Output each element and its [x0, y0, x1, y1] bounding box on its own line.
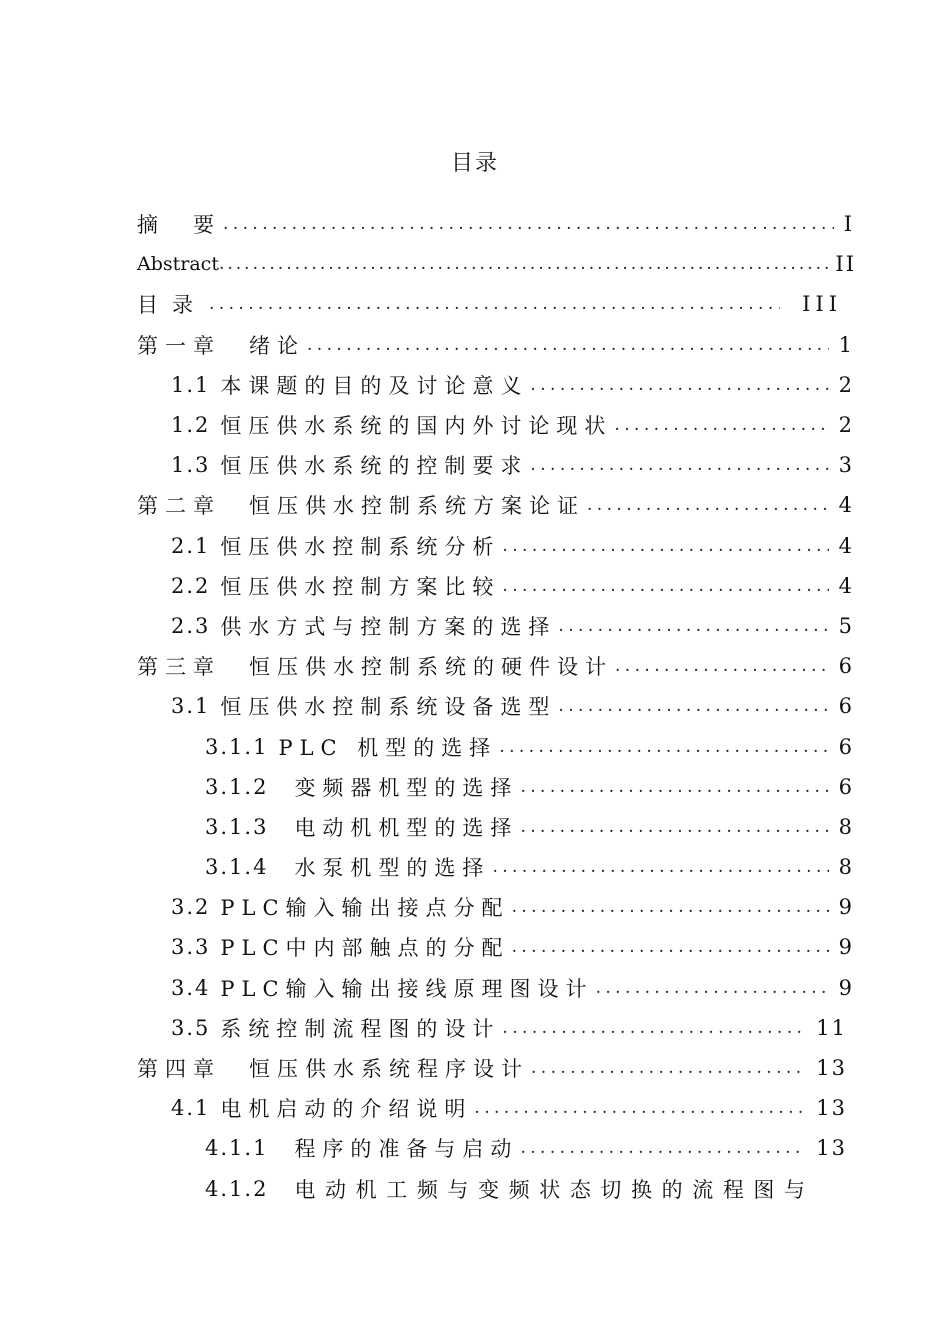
toc-entry[interactable] [0, 686, 950, 726]
toc-entry-number: 1.2 [171, 413, 211, 438]
toc-page-number: 8 [838, 814, 854, 839]
toc-entry[interactable] [0, 606, 950, 646]
toc-leader-dots [502, 576, 828, 596]
toc-entry-label: 系统控制流程图的设计 [220, 1016, 501, 1041]
toc-page-number: 13 [816, 1056, 847, 1081]
toc-leader-dots [307, 335, 829, 355]
toc-entry[interactable] [0, 1169, 950, 1209]
toc-entry[interactable] [0, 284, 950, 324]
toc-leader-dots [512, 937, 829, 957]
toc-page-number: 4 [838, 533, 854, 558]
toc-entry[interactable] [0, 526, 950, 566]
toc-entry-label: 电动机工频与变频状态切换的流程图与 [294, 1177, 815, 1202]
toc-entry-label: 第四章 恒压供水系统程序设计 [137, 1057, 529, 1082]
toc-page-number: 13 [816, 1136, 847, 1161]
toc-entry-label: 恒压供水系统的控制要求 [220, 454, 529, 479]
toc-entry-label: PLC输入输出接线原理图设计 [220, 976, 594, 1001]
toc-entry[interactable] [0, 807, 950, 847]
toc-page-number: III [802, 292, 842, 317]
toc-entry[interactable] [0, 646, 950, 686]
toc-page-number: 6 [838, 774, 854, 799]
toc-entry[interactable] [0, 405, 950, 445]
toc-leader-dots [474, 1098, 806, 1118]
toc-entry-label: 水泵机型的选择 [294, 856, 491, 881]
toc-entry[interactable] [0, 445, 950, 485]
toc-page-number: 4 [838, 573, 854, 598]
toc-entry[interactable] [0, 767, 950, 807]
toc-entry[interactable] [0, 1048, 950, 1088]
toc-leader-dots [558, 696, 828, 716]
toc-entry[interactable] [0, 325, 950, 365]
toc-entry-number: 1.3 [171, 453, 211, 478]
toc-page-number: 13 [816, 1096, 847, 1121]
toc-entry-number: 3.2 [171, 895, 211, 920]
toc-entry[interactable] [0, 204, 950, 244]
toc-leader-dots [520, 777, 828, 797]
toc-leader-dots [209, 294, 780, 314]
toc-entry-label: 程序的准备与启动 [294, 1137, 519, 1162]
toc-entry[interactable] [0, 1088, 950, 1128]
toc-entry[interactable] [0, 968, 950, 1008]
toc-entry-label: 第三章 恒压供水控制系统的硬件设计 [137, 655, 613, 680]
toc-page-number: 5 [838, 613, 854, 638]
toc-leader-dots [502, 536, 828, 556]
toc-page-number: 3 [838, 453, 854, 478]
toc-entry[interactable] [0, 726, 950, 766]
table-of-contents [0, 204, 950, 1209]
toc-leader-dots [223, 214, 834, 234]
toc-entry-number: 2.1 [171, 533, 211, 558]
toc-entry-number: 3.3 [171, 935, 211, 960]
toc-entry[interactable] [0, 485, 950, 525]
toc-page-number: II [835, 252, 856, 277]
toc-entry-label: 恒压供水控制系统分析 [220, 534, 501, 559]
toc-leader-dots [596, 978, 829, 998]
toc-entry[interactable] [0, 887, 950, 927]
toc-leader-dots [530, 375, 828, 395]
toc-leader-dots [520, 1138, 806, 1158]
toc-page-number: 2 [838, 372, 854, 397]
toc-entry-label: 电动机机型的选择 [294, 815, 519, 840]
toc-page-number: 6 [838, 694, 854, 719]
toc-entry[interactable] [0, 244, 950, 284]
toc-leader-dots [520, 817, 828, 837]
toc-leader-dots [615, 656, 829, 676]
toc-title: 目录 [450, 151, 499, 176]
toc-entry-number: 4.1.2 [205, 1176, 269, 1201]
toc-page-number: 6 [838, 654, 854, 679]
toc-leader-dots [614, 415, 828, 435]
toc-entry-label: 恒压供水控制方案比较 [220, 574, 501, 599]
toc-entry-number: 2.3 [171, 613, 211, 638]
toc-leader-dots [587, 495, 829, 515]
toc-entry-label: 供水方式与控制方案的选择 [220, 614, 557, 639]
toc-entry-label: Abstract [137, 253, 219, 276]
toc-entry[interactable] [0, 1128, 950, 1168]
toc-leader-dots [492, 857, 828, 877]
toc-entry-label: 第二章 恒压供水控制系统方案论证 [137, 494, 585, 519]
toc-entry-label: 恒压供水控制系统设备选型 [220, 695, 557, 720]
toc-page-number: I [843, 212, 854, 237]
toc-page-number: 1 [838, 332, 854, 357]
toc-entry-label: PLC 机型的选择 [278, 735, 498, 760]
toc-page-number: 9 [838, 975, 854, 1000]
toc-entry-label: PLC输入输出接点分配 [220, 896, 510, 921]
toc-entry-label: 第一章 绪论 [137, 333, 305, 358]
toc-entry-number: 3.1.3 [205, 814, 269, 839]
toc-page-number: 9 [838, 935, 854, 960]
toc-leader-dots [219, 254, 833, 274]
toc-page-number: 6 [838, 734, 854, 759]
toc-page-number: 4 [838, 493, 854, 518]
toc-entry[interactable] [0, 927, 950, 967]
toc-entry-number: 3.5 [171, 1015, 211, 1040]
toc-entry-label: 变频器机型的选择 [294, 775, 519, 800]
toc-entry-label: 摘 要 [137, 213, 221, 238]
toc-entry-number: 3.1.1 [205, 734, 269, 759]
toc-entry[interactable] [0, 566, 950, 606]
toc-leader-dots [531, 1058, 806, 1078]
toc-entry-number: 3.1 [171, 694, 211, 719]
toc-page-number: 8 [838, 855, 854, 880]
toc-page-number: 2 [838, 413, 854, 438]
toc-entry-number: 3.4 [171, 975, 211, 1000]
toc-entry-label: 电机启动的介绍说明 [220, 1097, 473, 1122]
toc-entry-number: 1.1 [171, 372, 211, 397]
toc-entry-number: 4.1 [171, 1096, 211, 1121]
toc-leader-dots [502, 1018, 806, 1038]
toc-entry-number: 3.1.2 [205, 774, 269, 799]
toc-entry-number: 3.1.4 [205, 855, 269, 880]
toc-entry[interactable] [0, 1008, 950, 1048]
toc-page-number: 9 [838, 895, 854, 920]
toc-page-number: 11 [816, 1015, 847, 1040]
toc-entry-label: 恒压供水系统的国内外讨论现状 [220, 414, 613, 439]
toc-entry[interactable] [0, 365, 950, 405]
toc-leader-dots [530, 455, 828, 475]
toc-entry-label: 目录 [137, 293, 207, 318]
toc-entry-label: 本课题的目的及讨论意义 [220, 373, 529, 398]
toc-entry[interactable] [0, 847, 950, 887]
toc-leader-dots [499, 737, 828, 757]
toc-entry-number: 4.1.1 [205, 1136, 269, 1161]
toc-entry-label: PLC中内部触点的分配 [220, 936, 510, 961]
toc-leader-dots [558, 616, 828, 636]
toc-leader-dots [512, 897, 829, 917]
toc-entry-number: 2.2 [171, 573, 211, 598]
